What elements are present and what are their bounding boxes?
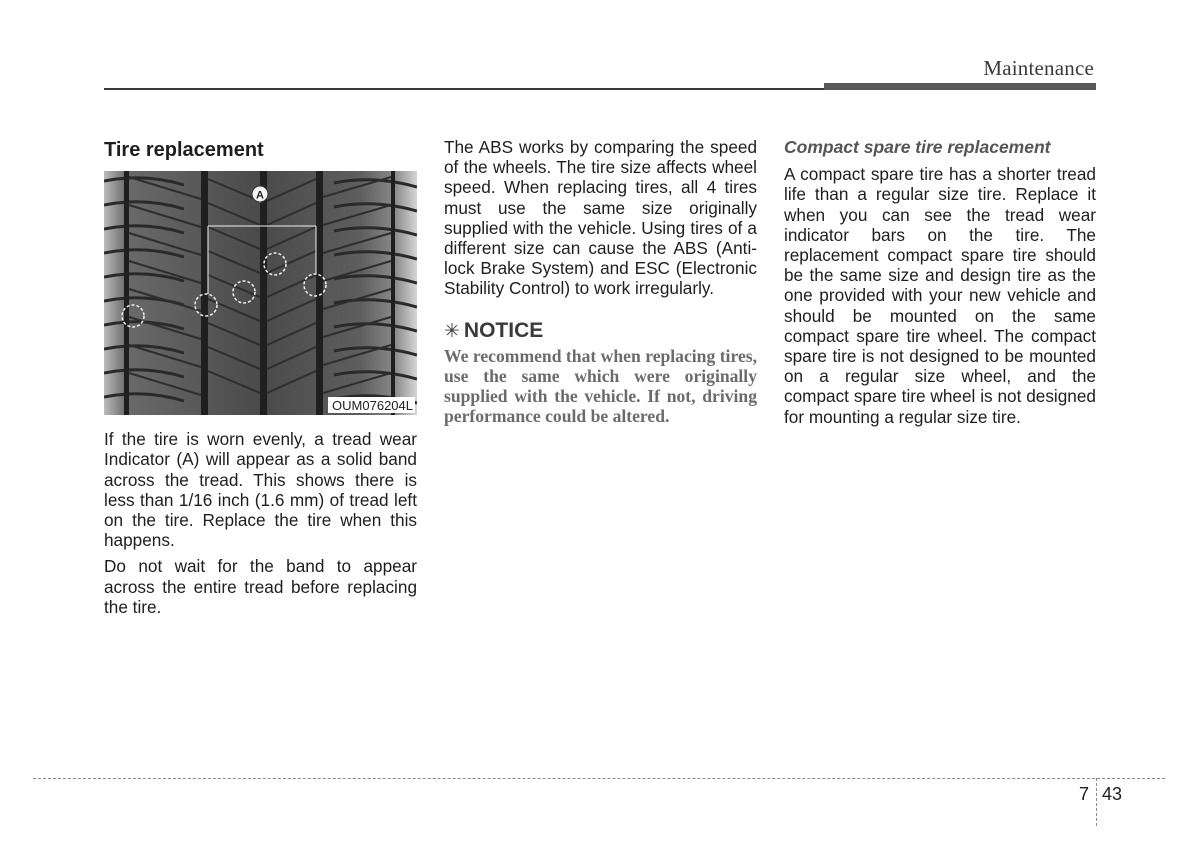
footer-page-divider — [1096, 778, 1097, 826]
column-left — [104, 137, 417, 623]
body-paragraph: Do not wait for the band to appear across the entire tread before replacing the tire. — [104, 556, 417, 617]
notice-body: We recommend that when replacing tires, use the same which were originally supplied with the vehicle. If not, driving performance could be altered. — [444, 345, 757, 427]
figure-code: OUM076204L — [328, 397, 415, 413]
page-number: 43 — [1102, 784, 1123, 804]
tire-replacement-heading: Tire replacement — [104, 139, 264, 161]
tire-tread-illustration — [104, 171, 417, 415]
asterisk-icon: ✳ — [444, 320, 460, 342]
tire-tread-figure — [104, 171, 417, 415]
header-rule-accent — [824, 83, 1096, 90]
body-paragraph: If the tire is worn evenly, a tread wear Indicator (A) will appear as a solid band across the tread. This shows there is less than 1/16 inch (1.6 mm) of tread left on the tire. Replace the tire when this happens. — [104, 429, 417, 551]
notice-heading — [444, 318, 757, 342]
section-title: Maintenance — [983, 56, 1094, 80]
body-paragraph: The ABS works by comparing the speed of the wheels. The tire size affects wheel speed. When replacing tires, all 4 tires must use the same size originally supplied with the vehicle. Using tires of a different size can cause the ABS (Anti-lock Brake System) and ESC (Electronic Stability Control) to work irregularly. — [444, 137, 757, 299]
column-right — [784, 137, 1096, 433]
column-middle — [444, 137, 757, 433]
body-paragraph: A compact spare tire has a shorter tread life than a regular size tire. Replace it when you can see the tread wear indicator bars on the tire. The replacement compact spare tire should be the same size and design tire as the one provided with your new vehicle and should be mounted on the same compact spare tire wheel. The compact spare tire is not designed to be mounted on a regular size wheel, and the compact spare tire wheel is not designed for mounting a regular size tire. — [784, 164, 1096, 427]
footer-divider — [33, 778, 1165, 779]
callout-a-label: A — [256, 189, 264, 202]
chapter-number: 7 — [1079, 784, 1090, 804]
notice-label: NOTICE — [463, 318, 544, 342]
header-rule — [104, 88, 824, 90]
compact-spare-heading: Compact spare tire replacement — [784, 137, 1051, 157]
